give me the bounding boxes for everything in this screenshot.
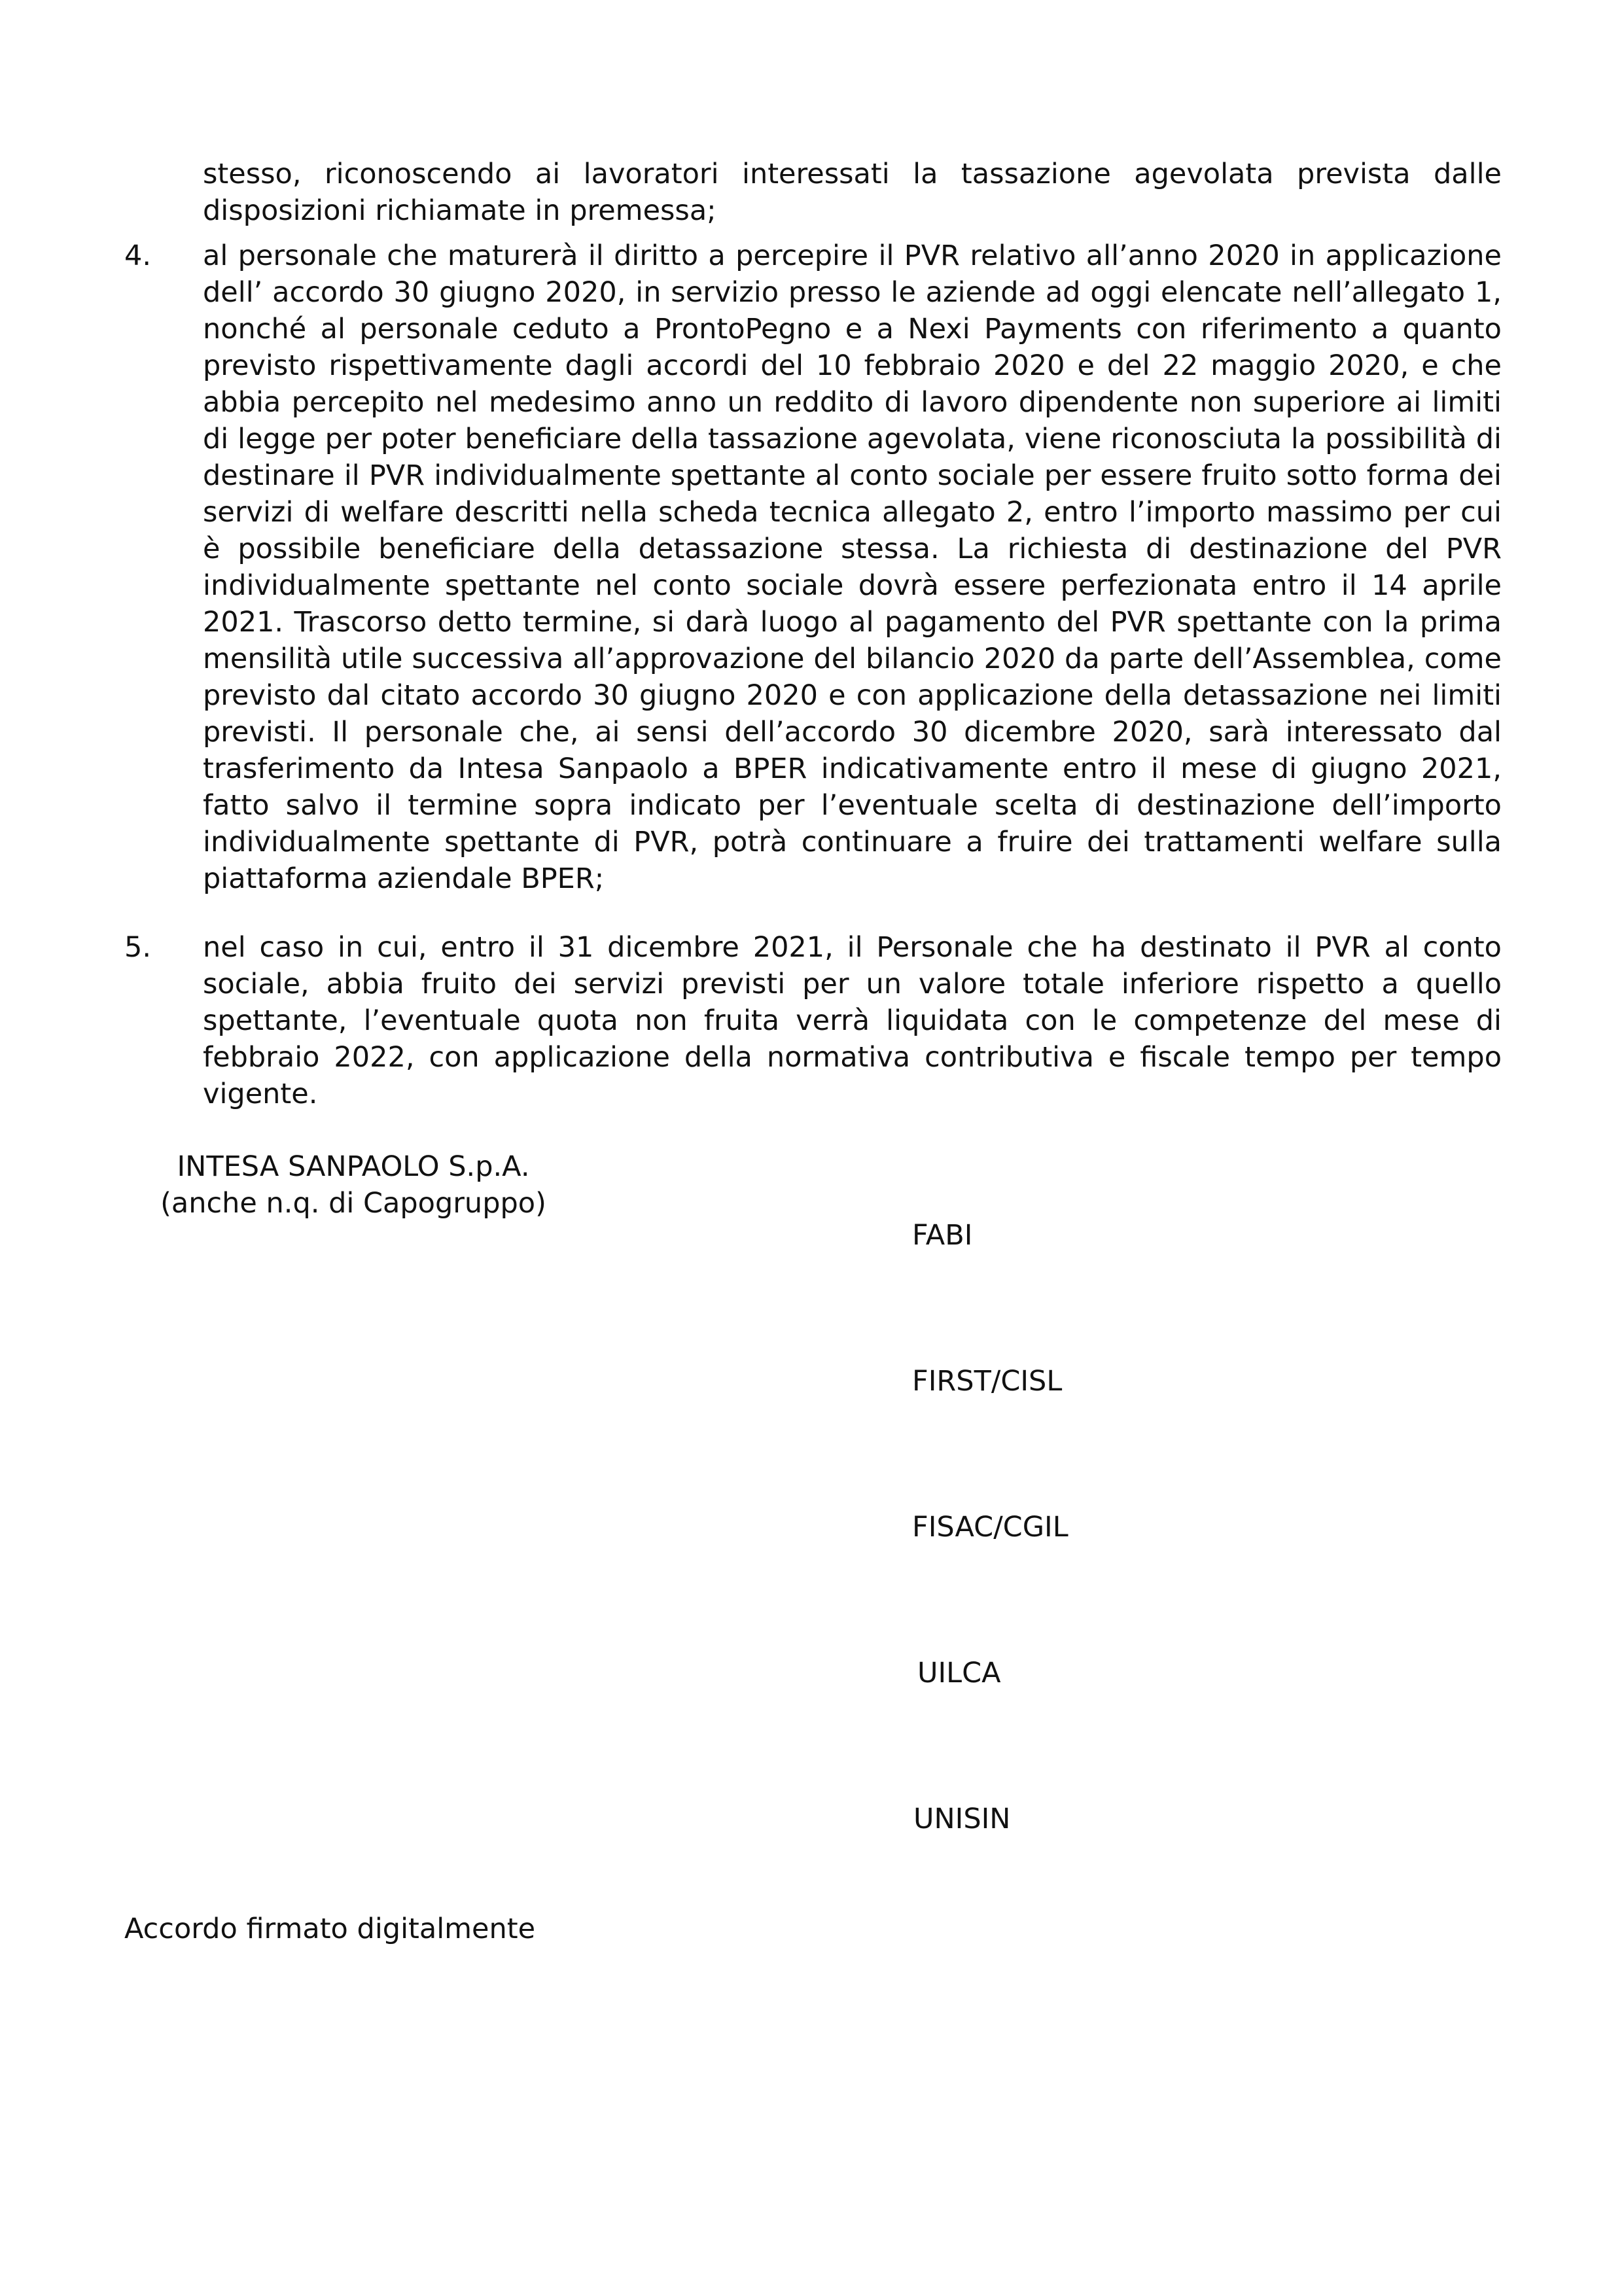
company-name: INTESA SANPAOLO S.p.A. bbox=[177, 1150, 530, 1183]
item-paragraph-4: al personale che maturerà il diritto a percepire il PVR relativo all’anno 2020 in applicazione dell’ accordo 30 giugno 2020, in servizio presso le aziende ad oggi elencate nell’allegato 1, nonché al personale ceduto a ProntoPegno e a Nexi Payments con riferimento a quanto previsto rispettivamente dagli accordi del 10 febbraio 2020 e del 22 maggio 2020, e che abbia percepito nel medesimo anno un reddito di lavoro dipendente non superiore ai limiti di legge per poter beneficiare della tassazione agevolata, viene riconosciuta la possibilità di destinare il PVR individualmente spettante al conto sociale per essere fruito sotto forma dei servizi di welfare descritti nella scheda tecnica allegato 2, entro l’importo massimo per cui è possibile beneficiare della detassazione stessa. La richiesta di destinazione del PVR individualmente spettante nel conto sociale dovrà essere perfezionata entro il 14 aprile 2021. Trascorso detto termine, si darà luogo al pagamento del PVR spettante con la prima mensilità utile successiva all’approvazione del bilancio 2020 da parte dell’Assemblea, come previsto dal citato accordo 30 giugno 2020 e con applicazione della detassazione nei limiti previsti. Il personale che, ai sensi dell’accordo 30 dicembre 2020, sarà interessato dal trasferimento da Intesa Sanpaolo a BPER indicativamente entro il mese di giugno 2021, fatto salvo il termine sopra indicato per l’eventuale scelta di destinazione dell’importo individualmente spettante di PVR, potrà continuare a fruire dei trattamenti welfare sulla piattaforma aziendale BPER; bbox=[203, 239, 1502, 895]
item-number-5: 5. bbox=[124, 931, 152, 964]
footer-note: Accordo firmato digitalmente bbox=[124, 1913, 536, 1945]
company-signature-block bbox=[144, 1148, 563, 1222]
union-fisac-cgil: FISAC/CGIL bbox=[912, 1511, 1068, 1544]
union-unisin: UNISIN bbox=[913, 1803, 1011, 1835]
union-first-cisl: FIRST/CISL bbox=[912, 1365, 1063, 1398]
union-fabi: FABI bbox=[912, 1219, 973, 1252]
company-note: (anche n.q. di Capogruppo) bbox=[160, 1187, 546, 1220]
continuation-paragraph: stesso, riconoscendo ai lavoratori interessati la tassazione agevolata prevista dalle disposizioni richiamate in premessa; bbox=[203, 158, 1502, 227]
item-number-4: 4. bbox=[124, 239, 152, 272]
item-paragraph-5: nel caso in cui, entro il 31 dicembre 2021, il Personale che ha destinato il PVR al conto sociale, abbia fruito dei servizi previsti per un valore totale inferiore rispetto a quello spettante, l’eventuale quota non fruita verrà liquidata con le competenze del mese di febbraio 2022, con applicazione della normativa contributiva e fiscale tempo per tempo vigente. bbox=[203, 931, 1502, 1110]
union-uilca: UILCA bbox=[917, 1657, 1001, 1689]
